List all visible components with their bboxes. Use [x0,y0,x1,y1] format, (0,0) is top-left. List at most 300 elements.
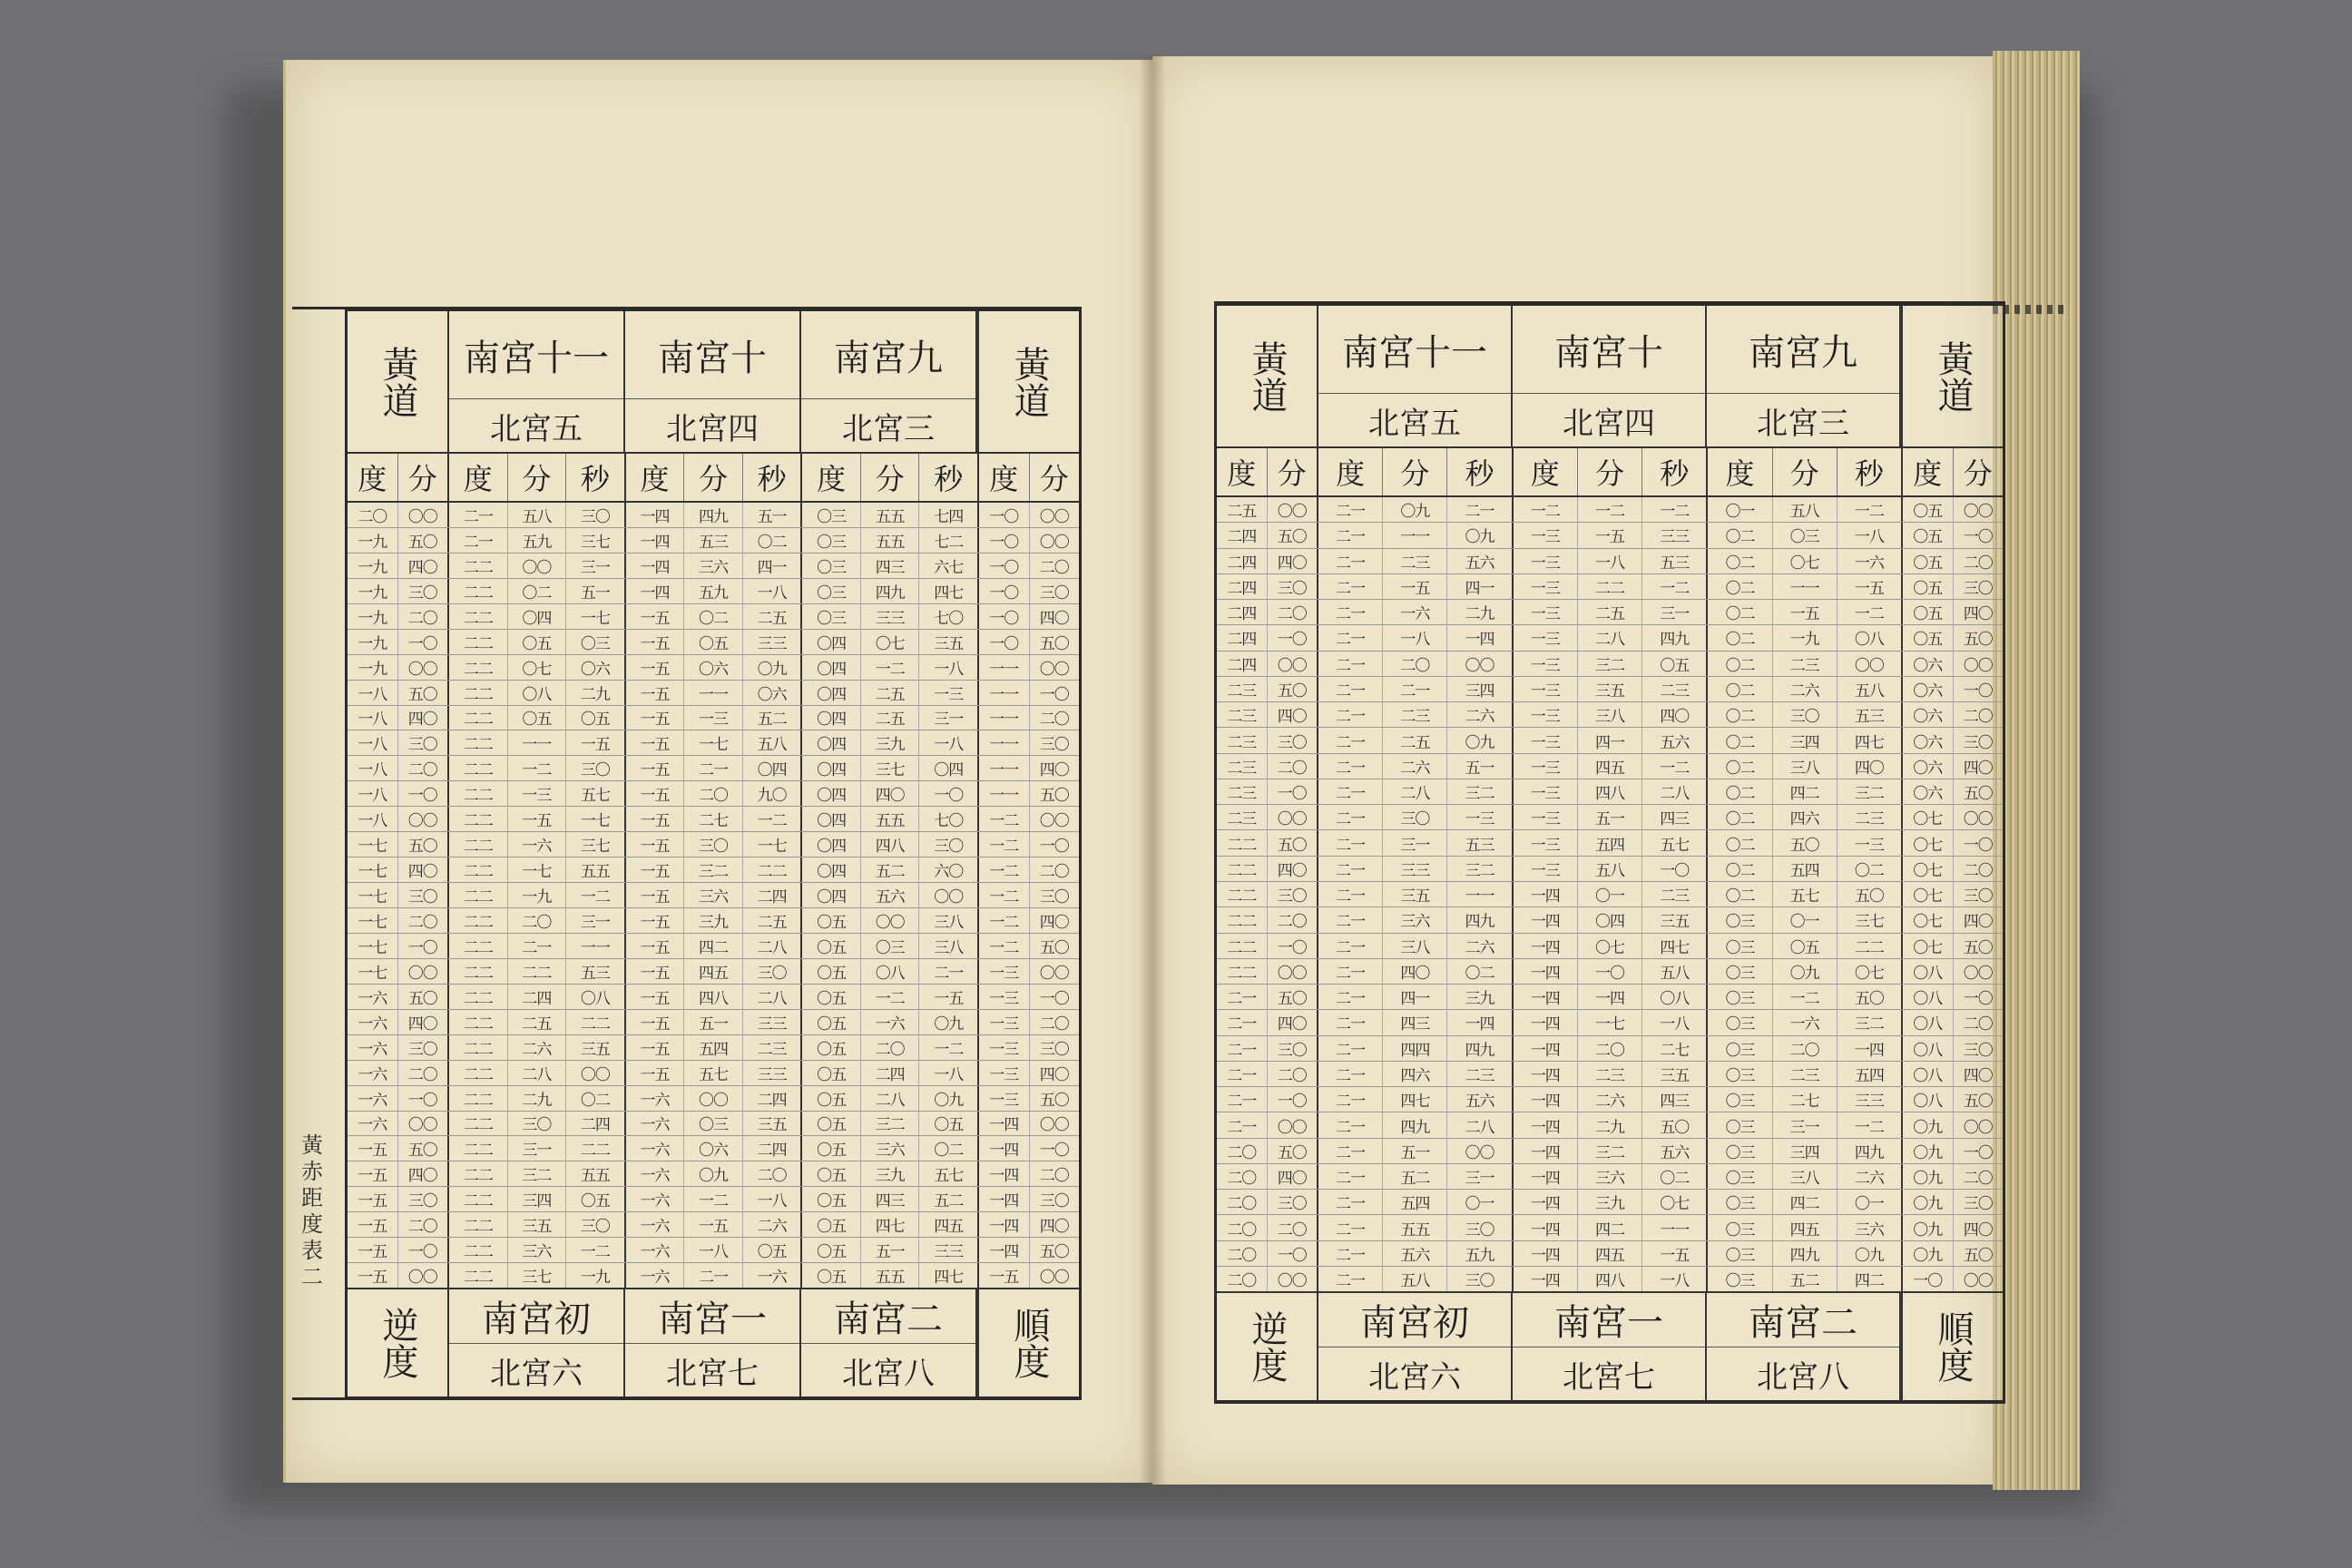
table-cell: 四九 [1446,907,1511,932]
table-cell: 一五 [640,761,670,780]
table-cell: 一五 [640,710,670,730]
table-cell: 一五 [640,838,670,857]
table-cell: 一六 [1772,1010,1837,1034]
palace-north: 北宮七 [666,1355,759,1392]
table-cell: 三〇 [1382,805,1446,829]
table-cell: 四〇 [1029,1061,1080,1085]
table-cell: 一五 [640,989,670,1008]
table-cell: 五一 [565,579,624,603]
table-cell: 二一 [1336,1093,1366,1112]
table-cell: 〇六 [1913,708,1943,727]
table-cell: 一四 [1530,913,1560,932]
table-cell: 〇〇 [397,1112,448,1136]
table-cell: 一四 [1446,625,1511,650]
table-row [1217,497,2003,523]
table-row [1217,805,2003,830]
unit-min: 分 [1953,448,2004,495]
row-group [1514,754,1709,779]
table-cell: 二一 [1336,605,1366,624]
row-group [1318,830,1514,855]
table-cell: 一〇 [1953,523,2004,547]
row-group [1217,830,1318,855]
table-cell: 二〇 [1029,1161,1080,1186]
row-group [1318,625,1514,650]
palace-header [449,311,625,452]
table-cell: 〇四 [817,888,847,907]
table-cell: 〇三 [1725,1015,1755,1034]
row-group [802,1035,979,1060]
row-group [1708,1062,1903,1086]
row-group [1708,857,1903,881]
row-group [1903,1087,2003,1112]
table-cell: 〇〇 [1267,805,1318,829]
right-table [1214,303,2005,1403]
table-cell: 四〇 [1029,604,1080,629]
table-cell: 一〇 [1913,1272,1943,1291]
table-cell: 二二 [1227,913,1257,932]
table-cell: 一〇 [1953,1139,2004,1163]
table-cell: 三九 [683,908,742,933]
table-cell: 一五 [640,888,670,907]
table-cell: 三九 [860,730,919,755]
row-group [802,807,979,831]
table-cell: 五六 [1642,728,1706,752]
table-cell: 一三 [1530,605,1560,624]
table-cell: 〇四 [817,685,847,704]
table-cell: 三九 [860,1161,919,1186]
table-cell: 〇五 [1913,503,1943,522]
table-cell: 一〇 [989,558,1019,577]
table-cell: 一〇 [1642,857,1706,881]
table-cell: 三八 [1772,754,1837,779]
row-group [1514,1241,1709,1266]
row-group [1903,907,2003,932]
row-group [1217,779,1318,804]
table-row [1217,1267,2003,1291]
table-cell: 五三 [1446,830,1511,855]
table-cell: 〇五 [507,630,566,654]
table-cell: 〇七 [1913,861,1943,880]
row-group [348,528,449,553]
row-group [1318,959,1514,984]
table-cell: 二二 [1837,934,1901,958]
table-cell: 二二 [463,1269,493,1288]
row-group [1318,652,1514,676]
row-group [1708,1139,1903,1163]
table-cell: 五〇 [1029,1238,1080,1262]
table-cell: 二〇 [1267,1062,1318,1086]
table-cell: 四〇 [1029,1212,1080,1237]
table-cell: 一〇 [1029,1136,1080,1161]
unit-group [802,454,979,501]
row-group [1708,1215,1903,1240]
table-cell: 一七 [358,838,387,857]
table-cell: 四〇 [1382,959,1446,984]
table-cell: 七四 [918,503,977,527]
table-cell: 二〇 [1953,702,2004,727]
table-cell: 二八 [742,985,801,1009]
table-cell: 四八 [1577,1267,1642,1291]
table-cell: 一三 [1530,681,1560,701]
row-group [1514,1139,1709,1163]
table-cell: 〇九 [1913,1220,1943,1240]
table-cell: 一八 [358,761,387,780]
table-cell: 一六 [640,1192,670,1211]
row-group [1903,857,2003,881]
table-cell: 二一 [1227,1118,1257,1137]
table-cell: 一六 [640,1091,670,1110]
table-cell: 四〇 [1029,908,1080,933]
row-group [1903,677,2003,701]
table-cell: 一〇 [918,781,977,806]
row-group [1708,830,1903,855]
unit-deg: 度 [358,462,387,496]
row-group [1903,728,2003,752]
table-cell: 五二 [918,1187,977,1211]
table-cell: 二一 [1382,677,1446,701]
table-cell: 二一 [1227,1041,1257,1060]
row-group [348,1187,449,1211]
row-group [626,807,803,831]
book-page-edges [1993,51,2080,1490]
table-cell: 〇二 [1725,681,1755,701]
table-cell: 一四 [1530,1246,1560,1265]
table-cell: 〇〇 [1837,652,1901,676]
table-cell: 三〇 [397,730,448,755]
row-group [626,858,803,882]
table-row [1217,1112,2003,1138]
table-cell: 三〇 [1953,882,2004,906]
table-cell: 〇七 [1772,549,1837,573]
table-body [348,503,1079,1288]
table-cell: 一八 [358,685,387,704]
palace-north: 北宮三 [842,410,935,447]
table-cell: 〇五 [507,706,566,730]
row-group [802,503,979,527]
row-group [1318,702,1514,727]
table-cell: 五三 [565,959,624,984]
table-cell: 四七 [1382,1087,1446,1112]
table-cell: 二〇 [860,1035,919,1060]
table-cell: 〇二 [1725,887,1755,906]
table-cell: 四五 [1577,754,1642,779]
table-cell: 一五 [358,1192,387,1211]
table-cell: 四七 [918,1263,977,1288]
table-cell: 〇三 [817,609,847,628]
row-group [1514,959,1709,984]
row-group [626,1136,803,1161]
table-cell: 三八 [918,934,977,958]
table-cell: 三五 [1642,1062,1706,1086]
table-cell: 一三 [1530,579,1560,598]
table-cell: 〇〇 [507,554,566,578]
table-cell: 三五 [742,1112,801,1136]
unit-sec: 秒 [1837,448,1901,495]
table-cell: 〇三 [817,558,847,577]
table-cell: 三七 [860,756,919,780]
table-cell: 一七 [358,913,387,932]
row-group [1708,1190,1903,1214]
table-cell: 二一 [1227,1093,1257,1112]
palace-south: 南宮初 [449,1289,623,1344]
table-cell: 五一 [1446,754,1511,779]
table-cell: 二一 [1336,708,1366,727]
table-cell: 二二 [742,858,801,882]
row-group [802,1010,979,1034]
table-row [1217,574,2003,600]
table-cell: 〇五 [1913,554,1943,573]
row-group [1217,652,1318,676]
palace-south: 南宮一 [1513,1293,1705,1348]
table-cell: 二二 [1227,964,1257,983]
table-cell: 一四 [1530,1041,1560,1060]
row-group [348,1112,449,1136]
row-group [1903,805,2003,829]
row-group [1903,934,2003,958]
row-group [1217,805,1318,829]
table-cell: 二七 [1642,1036,1706,1061]
table-cell: 三八 [1577,702,1642,727]
row-group [1708,1087,1903,1112]
table-cell: 一四 [1530,964,1560,983]
palace-south: 南宮初 [1318,1293,1511,1348]
table-cell: 二四 [742,1086,801,1111]
palace-south: 南宮一 [625,1289,799,1344]
table-cell: 一三 [683,706,742,730]
row-group [979,908,1079,933]
table-cell: 一七 [358,938,387,957]
table-cell: 二一 [1336,938,1366,957]
table-cell: 〇九 [1913,1118,1943,1137]
table-cell: 四三 [1642,805,1706,829]
table-row [348,1187,1079,1212]
table-cell: 〇〇 [1953,497,2004,522]
row-group [626,883,803,907]
table-cell: 〇三 [1725,938,1755,957]
table-cell: 〇四 [817,812,847,831]
table-cell: 〇〇 [1029,1112,1080,1136]
table-cell: 三〇 [1267,574,1318,599]
table-row [348,959,1079,985]
table-cell: 〇四 [507,604,566,629]
unit-row [1217,448,2003,497]
table-cell: 二四 [742,1136,801,1161]
row-group [1708,677,1903,701]
table-cell: 二二 [463,1218,493,1237]
unit-sec: 秒 [1642,448,1706,495]
table-cell: 一〇 [397,1086,448,1111]
table-cell: 二一 [1336,1220,1366,1240]
table-cell: 四九 [1837,1139,1901,1163]
table-cell: 三五 [1577,677,1642,701]
row-group [348,579,449,603]
table-cell: 一〇 [397,630,448,654]
table-cell: 三二 [683,858,742,882]
row-group [348,1238,449,1262]
table-cell: 三九 [1446,985,1511,1009]
row-group [1217,907,1318,932]
table-cell: 四一 [1446,574,1511,599]
table-cell: 一五 [358,1269,387,1288]
row-group [449,604,626,629]
table-cell: 二〇 [397,756,448,780]
row-group [979,858,1079,882]
table-cell: 一四 [989,1116,1019,1135]
row-group [979,1187,1079,1211]
row-group [348,706,449,730]
table-cell: 一四 [640,558,670,577]
row-group [348,1086,449,1111]
axis-label-top-right: 黃道 [977,311,1079,452]
table-cell: 一四 [1530,1093,1560,1112]
table-cell: 一六 [640,1167,670,1186]
table-row [1217,1087,2003,1112]
table-cell: 一三 [1530,733,1560,752]
table-cell: 二九 [1577,1112,1642,1137]
table-cell: 一九 [358,634,387,653]
table-cell: 二二 [507,959,566,984]
table-row [348,858,1079,883]
table-cell: 二二 [463,938,493,957]
table-cell: 二一 [463,507,493,526]
table-row [1217,549,2003,574]
row-group [802,1161,979,1186]
table-cell: 一五 [640,660,670,679]
row-group [1708,1241,1903,1266]
row-group [1708,1112,1903,1137]
table-cell: 二二 [463,787,493,806]
table-cell: 〇二 [565,1086,624,1111]
table-cell: 三〇 [742,959,801,984]
palace-header [801,311,977,452]
table-cell: 四〇 [1953,754,2004,779]
row-group [1318,934,1514,958]
table-cell: 五七 [565,781,624,806]
table-cell: 二一 [918,959,977,984]
row-group [1217,754,1318,779]
table-cell: 二〇 [1227,1272,1257,1291]
table-cell: 〇一 [1725,503,1755,522]
table-cell: 一五 [507,807,566,831]
table-cell: 四八 [860,832,919,857]
palace-footer [1318,1293,1513,1400]
table-cell: 四〇 [1267,702,1318,727]
row-group [1514,805,1709,829]
row-group [979,554,1079,578]
unit-min: 分 [1382,448,1446,495]
table-cell: 〇二 [742,528,801,553]
table-cell: 〇三 [817,583,847,603]
table-cell: 二二 [463,964,493,983]
table-cell: 二二 [463,583,493,603]
table-cell: 〇三 [1725,1041,1755,1060]
row-group [1708,600,1903,624]
palace-south: 南宮十 [625,311,799,399]
table-cell: 五〇 [1642,1112,1706,1137]
row-group [348,781,449,806]
table-cell: 三〇 [918,832,977,857]
row-group [348,934,449,958]
table-row [348,1238,1079,1263]
table-cell: 〇五 [817,989,847,1008]
table-cell: 一三 [1530,861,1560,880]
row-group [1217,882,1318,906]
palace-north: 北宮八 [1757,1358,1849,1396]
table-cell: 一三 [1530,631,1560,650]
table-cell: 一二 [989,888,1019,907]
table-cell: 一四 [1530,990,1560,1009]
row-group [1708,934,1903,958]
table-cell: 二二 [1227,938,1257,957]
table-cell: 二二 [463,1243,493,1262]
table-cell: 二一 [507,934,566,958]
row-group [626,908,803,933]
table-cell: 二八 [742,934,801,958]
row-group [449,1263,626,1288]
row-group [979,1112,1079,1136]
table-cell: 一〇 [989,583,1019,603]
unit-group [626,454,803,501]
row-group [626,579,803,603]
table-cell: 〇七 [1642,1190,1706,1214]
table-cell: 一四 [1530,1066,1560,1085]
table-cell: 〇八 [1642,985,1706,1009]
table-cell: 二一 [1336,887,1366,906]
table-cell: 五四 [1382,1190,1446,1214]
table-cell: 〇五 [565,706,624,730]
unit-sec: 秒 [1446,448,1511,495]
table-cell: 〇六 [1913,759,1943,778]
table-cell: 三〇 [565,503,624,527]
table-cell: 二〇 [1267,600,1318,624]
table-cell: 一三 [1446,805,1511,829]
table-cell: 三〇 [397,579,448,603]
row-group [1514,1036,1709,1061]
row-group [1708,985,1903,1009]
row-group [1708,907,1903,932]
table-cell: 〇二 [1837,857,1901,881]
table-cell: 五七 [683,1061,742,1085]
table-row [348,934,1079,959]
table-cell: 一一 [1446,882,1511,906]
table-row [348,528,1079,554]
row-group [1708,754,1903,779]
unit-min: 分 [860,454,919,501]
row-group [1514,702,1709,727]
row-group [449,756,626,780]
table-header [1217,306,2003,448]
table-cell: 二五 [1577,600,1642,624]
table-cell: 一七 [358,964,387,983]
table-cell: 五〇 [1267,985,1318,1009]
table-cell: 〇九 [1913,1170,1943,1189]
table-cell: 三二 [507,1161,566,1186]
table-cell: 四八 [1577,779,1642,804]
table-cell: 二〇 [1953,549,2004,573]
table-cell: 四九 [1446,1036,1511,1061]
row-group [1514,1164,1709,1189]
row-group [1217,1190,1318,1214]
table-cell: 二二 [463,736,493,755]
table-cell: 四〇 [397,706,448,730]
axis-label-top-left: 黃道 [348,311,449,452]
table-cell: 一七 [565,604,624,629]
row-group [1217,600,1318,624]
table-cell: 四三 [1382,1010,1446,1034]
row-group [802,1061,979,1085]
row-group [1514,625,1709,650]
table-cell: 〇七 [1913,913,1943,932]
